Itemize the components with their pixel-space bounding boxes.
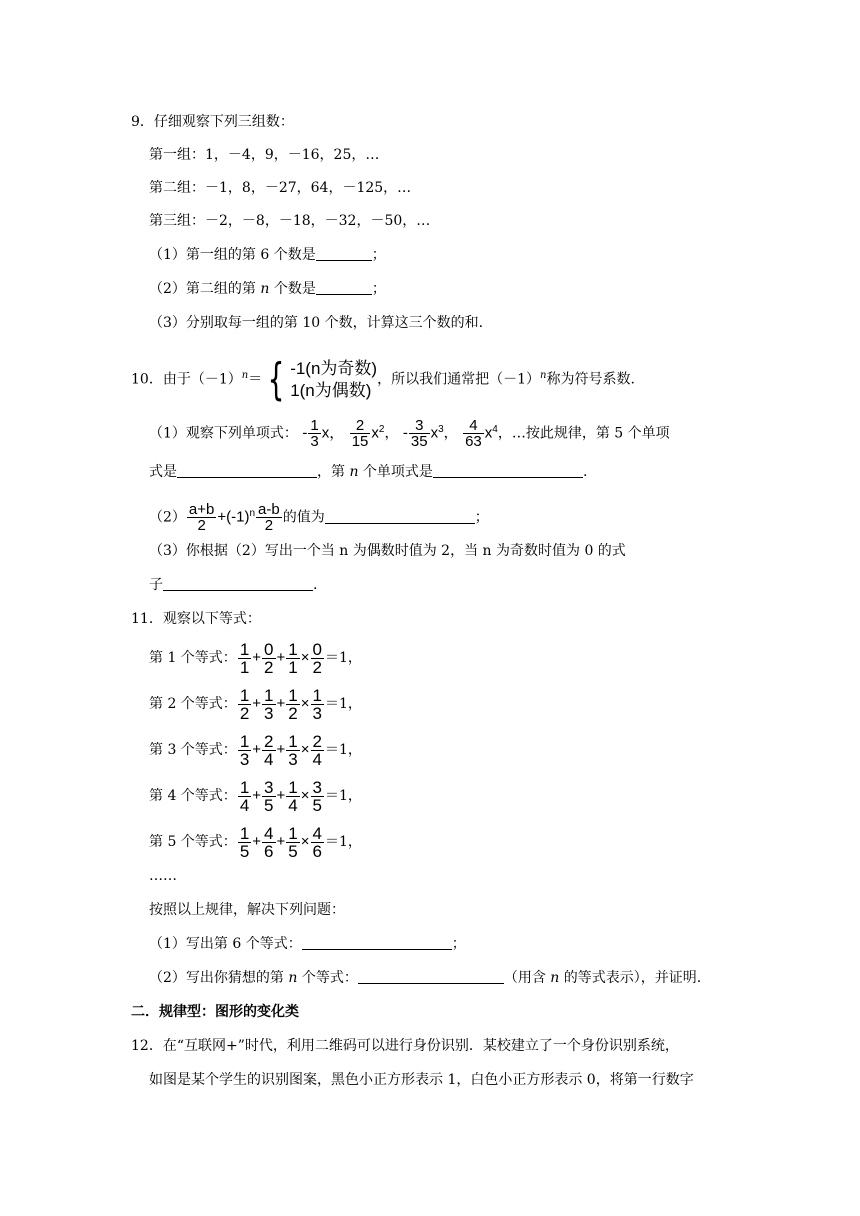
q10-text: ，第 — [317, 464, 350, 480]
times-sign: × — [300, 787, 310, 804]
denominator: 1 — [239, 657, 250, 677]
answer-blank[interactable] — [325, 509, 475, 524]
q9-part1-end: ； — [371, 247, 386, 263]
fraction — [286, 779, 299, 814]
numerator: a+b — [188, 501, 215, 519]
equation-result: ＝1， — [324, 834, 362, 850]
numerator: 4 — [312, 823, 322, 843]
fraction — [262, 825, 275, 860]
minus-sign: - — [402, 424, 408, 442]
denominator: 15 — [351, 433, 369, 451]
equation-label: 第 4 个等式： — [149, 788, 237, 804]
variable-n: n — [260, 281, 270, 297]
q11-equation-row — [149, 684, 362, 724]
denominator: 2 — [264, 657, 274, 677]
fraction — [286, 733, 299, 768]
denominator: 5 — [288, 841, 298, 861]
q9-group3: 第三组：－2，－8，－18，－32，－50，… — [149, 213, 431, 229]
q9-part2-text-b: 个数是 — [269, 281, 316, 297]
sign-coefficient: +(-1) — [217, 508, 250, 526]
denominator: 1 — [288, 657, 298, 677]
fraction — [311, 641, 324, 676]
q11-equation-row — [149, 730, 362, 770]
numerator: 1 — [239, 639, 250, 659]
monomial-var: x — [371, 424, 379, 442]
numerator: 1 — [288, 639, 298, 659]
q10-part3-line1: （3）你根据（2）写出一个当 n 为偶数时值为 2，当 n 为奇数时值为 0 的式 — [149, 543, 626, 559]
denominator: 3 — [312, 703, 322, 723]
q10-text: 式是 — [149, 464, 177, 480]
denominator: 2 — [197, 517, 206, 535]
fraction — [262, 641, 275, 676]
numerator: 1 — [239, 777, 250, 797]
fraction — [262, 687, 275, 722]
numerator: 4 — [463, 418, 484, 434]
answer-blank[interactable] — [316, 246, 372, 261]
plus-sign: + — [252, 787, 262, 804]
q11-part1-text: （1）写出第 6 个等式： — [149, 936, 302, 952]
q10-tail-exponent: n — [540, 370, 547, 381]
separator: ， — [443, 425, 458, 442]
denominator: 2 — [312, 657, 322, 677]
plus-sign: + — [276, 833, 286, 850]
q10-exponent: n — [241, 370, 249, 381]
q12-line2: 如图是某个学生的识别图案，黑色小正方形表示 1，白色小正方形表示 0，将第一行数字 — [149, 1072, 694, 1088]
plus-sign: + — [252, 649, 262, 666]
times-sign: × — [300, 695, 310, 712]
fraction — [187, 502, 216, 533]
q11-equation-row — [149, 822, 362, 862]
q11-part2 — [149, 968, 701, 988]
q9-part2-end: ； — [371, 281, 386, 297]
numerator: 1 — [312, 685, 322, 705]
answer-blank[interactable] — [433, 463, 583, 478]
section-heading: 二．规律型：图形的变化类 — [131, 1004, 299, 1020]
equation-result: ＝1， — [324, 650, 362, 666]
denominator: 6 — [264, 841, 274, 861]
q10-text: 个单项式是 — [358, 464, 433, 480]
answer-blank[interactable] — [358, 969, 504, 984]
q10-text: 子 — [149, 577, 163, 593]
fraction — [286, 641, 299, 676]
fraction — [311, 733, 324, 768]
numerator: 3 — [409, 418, 430, 434]
fraction — [286, 825, 299, 860]
numerator: 1 — [288, 777, 298, 797]
numerator: 1 — [288, 685, 298, 705]
fraction — [463, 418, 484, 449]
numerator: 1 — [264, 685, 274, 705]
denominator: 6 — [312, 841, 322, 861]
equation-label: 第 2 个等式： — [149, 696, 237, 712]
exponent: n — [249, 508, 256, 519]
variable-n: n — [349, 464, 359, 480]
q10-part2-lead: （2） — [149, 509, 186, 526]
numerator: 1 — [239, 731, 250, 751]
q9-group1: 第一组：1，－4，9，－16，25，… — [149, 147, 380, 163]
q10-text: . — [582, 464, 588, 480]
q10-tail2: 称为符号系数. — [546, 371, 635, 388]
numerator: 1 — [239, 823, 250, 843]
q10-cases — [290, 358, 377, 402]
plus-sign: + — [252, 695, 262, 712]
numerator: 3 — [312, 777, 322, 797]
fraction — [238, 733, 251, 768]
denominator: 2 — [288, 703, 298, 723]
equation-label: 第 5 个等式： — [149, 834, 237, 850]
answer-blank[interactable] — [177, 463, 317, 478]
fraction — [262, 779, 275, 814]
answer-blank[interactable] — [302, 935, 452, 950]
fraction — [238, 779, 251, 814]
q11-title: 11．观察以下等式： — [131, 611, 261, 627]
denominator: 4 — [239, 795, 250, 815]
q10-text: . — [313, 577, 318, 593]
denominator: 3 — [310, 433, 319, 451]
denominator: 3 — [264, 703, 274, 723]
q10-part2-end: ； — [474, 509, 489, 526]
fraction — [262, 733, 275, 768]
fraction — [308, 418, 320, 449]
numerator: 1 — [239, 685, 250, 705]
q10-equals: ＝ — [248, 371, 263, 388]
numerator: a-b — [258, 501, 280, 519]
q11-text: 的等式表示），并证明. — [559, 970, 702, 986]
equation-result: ＝1， — [324, 788, 362, 804]
numerator: 2 — [350, 418, 371, 434]
q9-part2 — [149, 279, 386, 299]
left-brace-icon: { — [267, 353, 285, 405]
denominator: 3 — [239, 749, 250, 769]
q11-part1 — [149, 934, 466, 954]
numerator: 0 — [312, 639, 322, 659]
plus-sign: + — [252, 741, 262, 758]
q10-case-even: 1(n为偶数) — [290, 380, 372, 400]
denominator: 2 — [264, 517, 274, 535]
answer-blank[interactable] — [316, 280, 372, 295]
numerator: 4 — [264, 823, 274, 843]
q11-equation-row — [149, 776, 362, 816]
fraction — [311, 687, 324, 722]
q10-part1 — [149, 410, 670, 450]
q10-part1-tail: ，…按此规律，第 5 个单项 — [497, 425, 670, 442]
numerator: 3 — [264, 777, 274, 797]
numerator: 1 — [288, 731, 298, 751]
equation-label: 第 3 个等式： — [149, 742, 237, 758]
q11-part1-end: ； — [451, 936, 466, 952]
numerator: 0 — [264, 639, 274, 659]
denominator: 4 — [264, 749, 274, 769]
denominator: 5 — [264, 795, 274, 815]
q10-tail: ，所以我们通常把（－1） — [377, 371, 541, 388]
q9-part1-text: （1）第一组的第 6 个数是 — [149, 247, 316, 263]
plus-sign: + — [276, 787, 286, 804]
fraction — [350, 418, 371, 449]
q10-intro — [131, 352, 635, 405]
numerator: 1 — [310, 417, 319, 435]
denominator: 3 — [288, 749, 298, 769]
q10-lead: 10．由于（－1） — [131, 371, 242, 388]
equation-result: ＝1， — [324, 696, 362, 712]
monomial-var: x — [430, 424, 439, 442]
monomial-var: x， — [321, 424, 345, 442]
q9-title: 9．仔细观察下列三组数： — [131, 114, 294, 130]
times-sign: × — [300, 649, 310, 666]
q11-text: （2）写出你猜想的第 — [149, 970, 289, 986]
q9-part2-text: （2）第二组的第 — [149, 281, 261, 297]
fraction — [311, 825, 324, 860]
variable-n: n — [288, 970, 298, 986]
times-sign: × — [300, 833, 310, 850]
q10-part2-tail: 的值为 — [282, 509, 325, 526]
numerator: 2 — [264, 731, 274, 751]
variable-n: n — [550, 970, 560, 986]
q10-case-odd: -1(n为奇数) — [290, 358, 378, 378]
q9-part3: （3）分别取每一组的第 10 个数，计算这三个数的和. — [149, 315, 484, 331]
separator: ， — [384, 425, 399, 442]
numerator: 1 — [288, 823, 298, 843]
fraction — [238, 641, 251, 676]
answer-blank[interactable] — [163, 576, 313, 591]
equation-label: 第 1 个等式： — [149, 650, 237, 666]
denominator: 5 — [312, 795, 322, 815]
denominator: 63 — [465, 433, 482, 451]
denominator: 5 — [239, 841, 250, 861]
q10-part1-line2 — [149, 462, 587, 482]
q9-part1 — [149, 245, 386, 265]
q12-line1: 12．在“互联网+”时代，利用二维码可以进行身份识别．某校建立了一个身份识别系统， — [131, 1038, 679, 1054]
plus-sign: + — [276, 649, 286, 666]
fraction — [238, 825, 251, 860]
denominator: 2 — [239, 703, 250, 723]
exponent: 3 — [438, 424, 444, 435]
q11-ellipsis: …… — [149, 868, 177, 884]
fraction — [409, 418, 430, 449]
minus-sign: - — [302, 424, 308, 442]
q9-group2: 第二组：－1，8，－27，64，－125，… — [149, 180, 412, 196]
q11-text: 个等式： — [297, 970, 358, 986]
fraction — [256, 502, 282, 533]
denominator: 4 — [288, 795, 298, 815]
times-sign: × — [300, 741, 310, 758]
q11-text: （用含 — [503, 970, 551, 986]
q11-rule: 按照以上规律，解决下列问题： — [149, 902, 345, 918]
q10-part3-line2 — [149, 575, 317, 595]
fraction — [286, 687, 299, 722]
q10-part1-lead: （1）观察下列单项式： — [149, 425, 298, 442]
q11-equation-row — [149, 638, 362, 678]
denominator: 35 — [410, 433, 428, 451]
numerator: 2 — [312, 731, 322, 751]
plus-sign: + — [276, 695, 286, 712]
fraction — [311, 779, 324, 814]
q10-part2 — [149, 494, 489, 534]
monomial-var: x — [484, 424, 493, 442]
equation-result: ＝1， — [324, 742, 362, 758]
fraction — [238, 687, 251, 722]
denominator: 4 — [312, 749, 322, 769]
plus-sign: + — [276, 741, 286, 758]
exponent: 2 — [378, 424, 385, 435]
exponent: 4 — [492, 424, 498, 435]
plus-sign: + — [252, 833, 262, 850]
